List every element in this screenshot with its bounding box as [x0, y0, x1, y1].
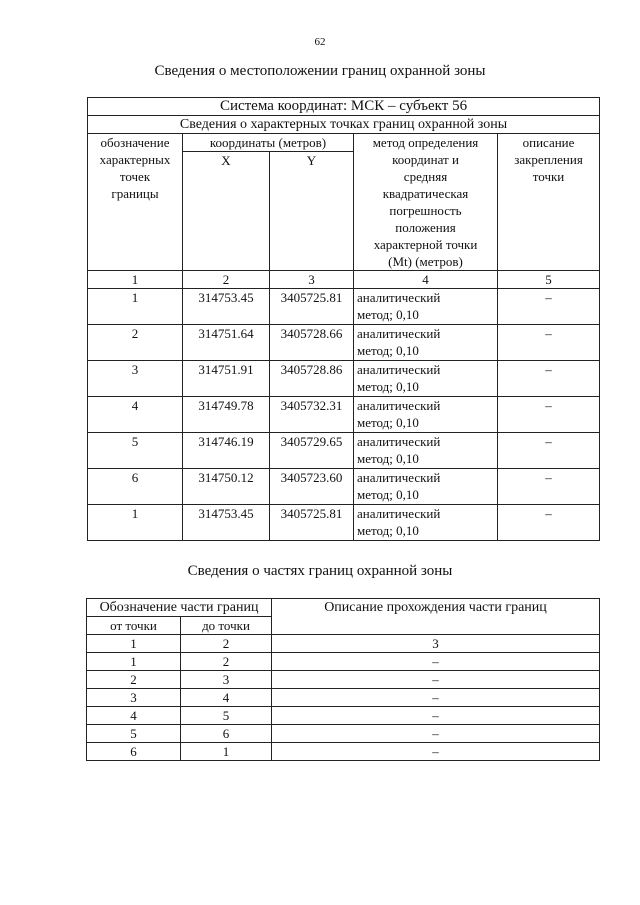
header-method-line: квадратическая	[382, 186, 469, 201]
method-line: аналитический	[357, 506, 441, 521]
table-row	[88, 361, 600, 397]
header-method-line: (Mt) (метров)	[388, 254, 463, 269]
column-number: 5	[498, 271, 600, 289]
boundary-parts-table	[86, 598, 600, 761]
coord-x: 314751.64	[183, 325, 270, 361]
table-row	[87, 671, 600, 689]
point-id: 1	[88, 289, 183, 325]
from-point: 1	[87, 653, 181, 671]
point-description: –	[498, 505, 600, 541]
from-point: 2	[87, 671, 181, 689]
column-number: 3	[270, 271, 354, 289]
header-desc-line: описание	[522, 135, 575, 150]
table-subtitle: Сведения о характерных точках границ охранной зоны	[88, 116, 600, 134]
point-id: 2	[88, 325, 183, 361]
coord-y: 3405728.86	[270, 361, 354, 397]
passage-description: –	[272, 689, 600, 707]
table-row	[87, 743, 600, 761]
point-id: 5	[88, 433, 183, 469]
column-number: 1	[88, 271, 183, 289]
table-row	[88, 469, 600, 505]
column-number: 4	[354, 271, 498, 289]
coord-x: 314746.19	[183, 433, 270, 469]
passage-description: –	[272, 653, 600, 671]
passage-description: –	[272, 707, 600, 725]
method-line: аналитический	[357, 470, 441, 485]
method-line: метод; 0,10	[357, 379, 419, 394]
header-point-line: границы	[111, 186, 159, 201]
header-x: X	[183, 152, 270, 271]
coord-x: 314749.78	[183, 397, 270, 433]
header-passage-description: Описание прохождения части границ	[272, 599, 600, 635]
table-row	[87, 689, 600, 707]
column-number: 2	[181, 635, 272, 653]
method	[354, 361, 498, 397]
coord-y: 3405725.81	[270, 289, 354, 325]
point-description: –	[498, 289, 600, 325]
passage-description: –	[272, 743, 600, 761]
coord-x: 314753.45	[183, 505, 270, 541]
header-desc-line: закрепления	[514, 152, 583, 167]
header-method	[354, 134, 498, 271]
coordinate-system-row	[88, 98, 600, 116]
header-method-line: характерной точки	[373, 237, 478, 252]
method	[354, 505, 498, 541]
header-method-line: погрешность	[389, 203, 462, 218]
coord-y: 3405732.31	[270, 397, 354, 433]
table-row	[87, 707, 600, 725]
header-description	[498, 134, 600, 271]
table-row	[87, 725, 600, 743]
method-line: метод; 0,10	[357, 307, 419, 322]
page-number: 62	[314, 36, 326, 48]
table-row	[88, 325, 600, 361]
header-coordinates: координаты (метров)	[183, 134, 354, 152]
coordinate-system: Система координат: МСК – субъект 56	[88, 98, 600, 116]
header-point	[88, 134, 183, 271]
coord-y: 3405723.60	[270, 469, 354, 505]
point-description: –	[498, 469, 600, 505]
method	[354, 433, 498, 469]
header-to: до точки	[181, 617, 272, 635]
table-row	[88, 433, 600, 469]
header-row	[87, 599, 600, 617]
method-line: метод; 0,10	[357, 415, 419, 430]
coord-x: 314751.91	[183, 361, 270, 397]
method-line: аналитический	[357, 434, 441, 449]
header-desc-line: точки	[532, 169, 565, 184]
to-point: 6	[181, 725, 272, 743]
from-point: 5	[87, 725, 181, 743]
method-line: метод; 0,10	[357, 487, 419, 502]
method	[354, 289, 498, 325]
to-point: 2	[181, 653, 272, 671]
table-subtitle-row	[88, 116, 600, 134]
section-title: Сведения о частях границ охранной зоны	[187, 563, 453, 579]
header-method-line: координат и	[392, 152, 459, 167]
method	[354, 325, 498, 361]
column-number: 3	[272, 635, 600, 653]
to-point: 4	[181, 689, 272, 707]
method-line: аналитический	[357, 398, 441, 413]
point-description: –	[498, 433, 600, 469]
from-point: 3	[87, 689, 181, 707]
point-id: 4	[88, 397, 183, 433]
from-point: 4	[87, 707, 181, 725]
header-point-line: обозначение	[100, 135, 170, 150]
column-numbers-row	[87, 635, 600, 653]
method-line: метод; 0,10	[357, 523, 419, 538]
header-y: Y	[270, 152, 354, 271]
point-id: 3	[88, 361, 183, 397]
header-method-line: средняя	[403, 169, 448, 184]
point-id: 6	[88, 469, 183, 505]
method	[354, 469, 498, 505]
header-part: Обозначение части границ	[87, 599, 272, 617]
table-row	[88, 505, 600, 541]
column-number: 1	[87, 635, 181, 653]
header-point-line: характерных	[99, 152, 171, 167]
page-title: Сведения о местоположении границ охранной зоны	[154, 63, 486, 79]
coord-x: 314750.12	[183, 469, 270, 505]
header-row	[88, 134, 600, 152]
point-description: –	[498, 325, 600, 361]
method-line: аналитический	[357, 326, 441, 341]
passage-description: –	[272, 725, 600, 743]
coord-x: 314753.45	[183, 289, 270, 325]
to-point: 3	[181, 671, 272, 689]
table-row	[88, 289, 600, 325]
header-method-line: метод определения	[372, 135, 479, 150]
passage-description: –	[272, 671, 600, 689]
coord-y: 3405729.65	[270, 433, 354, 469]
method-line: метод; 0,10	[357, 451, 419, 466]
coordinates-table	[87, 97, 600, 541]
coord-y: 3405725.81	[270, 505, 354, 541]
table-row	[88, 397, 600, 433]
header-method-line: положения	[395, 220, 456, 235]
point-description: –	[498, 361, 600, 397]
from-point: 6	[87, 743, 181, 761]
header-from: от точки	[87, 617, 181, 635]
method-line: аналитический	[357, 290, 441, 305]
header-point-line: точек	[119, 169, 151, 184]
point-description: –	[498, 397, 600, 433]
method-line: аналитический	[357, 362, 441, 377]
coord-y: 3405728.66	[270, 325, 354, 361]
to-point: 5	[181, 707, 272, 725]
method	[354, 397, 498, 433]
column-numbers-row	[88, 271, 600, 289]
column-number: 2	[183, 271, 270, 289]
point-id: 1	[88, 505, 183, 541]
to-point: 1	[181, 743, 272, 761]
table-row	[87, 653, 600, 671]
method-line: метод; 0,10	[357, 343, 419, 358]
